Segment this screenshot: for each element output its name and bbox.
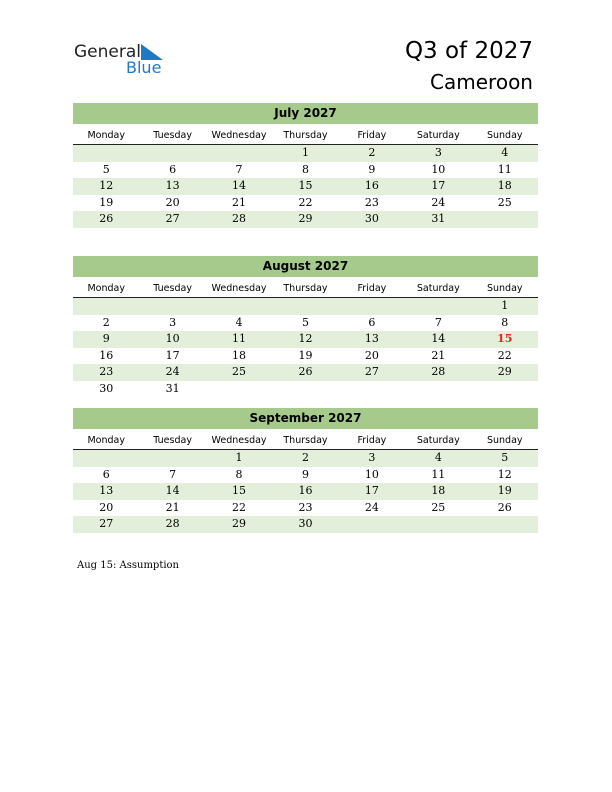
day-cell: 22 bbox=[232, 500, 247, 514]
day-cell: 1 bbox=[501, 299, 509, 312]
week-row bbox=[73, 178, 538, 195]
holiday-note: Aug 15: Assumption bbox=[77, 560, 180, 571]
day-cell: 25 bbox=[232, 365, 247, 378]
day-cell: 25 bbox=[431, 500, 446, 514]
country-name: Cameroon bbox=[430, 70, 533, 94]
week-row bbox=[73, 315, 538, 332]
week-row bbox=[73, 348, 538, 365]
week-row bbox=[73, 500, 538, 517]
day-cell bbox=[405, 298, 471, 315]
day-cell: 29 bbox=[298, 212, 313, 225]
day-cell: 19 bbox=[99, 195, 114, 209]
month-calendar-july bbox=[73, 103, 538, 228]
day-cell: 16 bbox=[298, 484, 313, 497]
week-row bbox=[73, 331, 538, 348]
day-cell: 2 bbox=[301, 451, 309, 464]
day-cell: 10 bbox=[165, 332, 180, 345]
day-cell: 29 bbox=[232, 517, 247, 530]
week-row bbox=[73, 450, 538, 467]
day-cell: 12 bbox=[99, 179, 114, 192]
day-cell bbox=[339, 298, 405, 315]
day-cell bbox=[405, 381, 471, 398]
week-row bbox=[73, 195, 538, 212]
day-cell: 24 bbox=[431, 195, 446, 209]
day-cell bbox=[139, 450, 205, 467]
day-cell: 14 bbox=[232, 179, 247, 192]
day-cell: 26 bbox=[497, 500, 512, 514]
day-cell: 16 bbox=[99, 348, 114, 362]
weeks-container bbox=[73, 298, 538, 397]
day-cell bbox=[139, 298, 205, 315]
day-cell: 21 bbox=[431, 348, 446, 362]
weekday-label: Monday bbox=[87, 435, 125, 446]
day-cell: 17 bbox=[364, 484, 379, 497]
day-cell: 18 bbox=[497, 179, 512, 192]
day-cell: 14 bbox=[431, 332, 446, 345]
day-cell bbox=[339, 516, 405, 533]
day-cell: 20 bbox=[165, 195, 180, 209]
day-cell: 27 bbox=[165, 212, 180, 225]
day-cell: 15 bbox=[232, 484, 247, 497]
day-cell: 10 bbox=[364, 467, 379, 481]
weekday-label: Saturday bbox=[416, 435, 460, 446]
weekday-label: Wednesday bbox=[211, 283, 267, 294]
day-cell bbox=[272, 298, 338, 315]
day-cell: 27 bbox=[364, 365, 379, 378]
day-cell: 30 bbox=[298, 517, 313, 530]
day-cell: 31 bbox=[431, 212, 446, 225]
day-cell: 7 bbox=[169, 467, 177, 481]
weekday-label: Friday bbox=[357, 283, 387, 294]
month-calendar-august bbox=[73, 256, 538, 397]
day-cell: 23 bbox=[298, 500, 313, 514]
weekday-label: Sunday bbox=[486, 435, 523, 446]
day-cell: 31 bbox=[165, 381, 180, 395]
day-cell: 2 bbox=[102, 315, 110, 329]
weekday-label: Saturday bbox=[416, 283, 460, 294]
day-cell: 8 bbox=[501, 315, 509, 329]
weeks-container bbox=[73, 450, 538, 533]
weeks-container bbox=[73, 145, 538, 228]
week-row bbox=[73, 364, 538, 381]
day-cell: 26 bbox=[298, 365, 313, 378]
day-cell bbox=[206, 381, 272, 398]
day-cell: 3 bbox=[368, 451, 376, 464]
day-cell: 30 bbox=[99, 381, 114, 395]
day-cell bbox=[472, 516, 538, 533]
day-cell: 5 bbox=[501, 451, 509, 464]
week-row bbox=[73, 483, 538, 500]
day-cell: 2 bbox=[368, 146, 376, 159]
weekday-header-row bbox=[73, 127, 538, 145]
week-row bbox=[73, 211, 538, 228]
day-cell: 28 bbox=[232, 212, 247, 225]
day-cell bbox=[472, 211, 538, 228]
day-cell: 6 bbox=[169, 162, 177, 176]
day-cell: 9 bbox=[102, 332, 110, 345]
weekday-label: Tuesday bbox=[153, 283, 192, 294]
day-cell bbox=[272, 381, 338, 398]
day-cell: 11 bbox=[497, 162, 512, 176]
day-cell: 21 bbox=[165, 500, 180, 514]
day-cell: 5 bbox=[102, 162, 110, 176]
day-cell: 29 bbox=[497, 365, 512, 378]
weekday-label: Monday bbox=[87, 130, 125, 141]
weekday-label: Friday bbox=[357, 130, 387, 141]
day-cell: 13 bbox=[165, 179, 180, 192]
month-title: July 2027 bbox=[73, 103, 538, 124]
weekday-label: Wednesday bbox=[211, 130, 267, 141]
weekday-label: Sunday bbox=[486, 283, 523, 294]
day-cell: 4 bbox=[434, 451, 442, 464]
day-cell: 3 bbox=[434, 146, 442, 159]
day-cell: 21 bbox=[232, 195, 247, 209]
day-cell bbox=[206, 145, 272, 162]
day-cell: 23 bbox=[364, 195, 379, 209]
week-row bbox=[73, 298, 538, 315]
day-cell: 1 bbox=[235, 451, 243, 464]
day-cell: 1 bbox=[301, 146, 309, 159]
weekday-label: Thursday bbox=[283, 435, 328, 446]
weekday-label: Sunday bbox=[486, 130, 523, 141]
day-cell: 11 bbox=[232, 332, 247, 345]
day-cell: 24 bbox=[165, 365, 180, 378]
day-cell: 7 bbox=[434, 315, 442, 329]
day-cell: 19 bbox=[497, 484, 512, 497]
day-cell: 28 bbox=[431, 365, 446, 378]
day-cell bbox=[339, 381, 405, 398]
day-cell bbox=[73, 450, 139, 467]
day-cell: 10 bbox=[431, 162, 446, 176]
week-row bbox=[73, 516, 538, 533]
day-cell: 23 bbox=[99, 365, 114, 378]
day-cell bbox=[472, 381, 538, 398]
day-cell: 3 bbox=[169, 315, 177, 329]
day-cell: 30 bbox=[364, 212, 379, 225]
day-cell: 12 bbox=[497, 467, 512, 481]
day-cell: 9 bbox=[368, 162, 376, 176]
week-row bbox=[73, 381, 538, 398]
day-cell: 8 bbox=[235, 467, 243, 481]
weekday-label: Tuesday bbox=[153, 435, 192, 446]
week-row bbox=[73, 162, 538, 179]
day-cell: 18 bbox=[232, 348, 247, 362]
day-cell: 22 bbox=[497, 348, 512, 362]
day-cell: 20 bbox=[364, 348, 379, 362]
day-cell: 28 bbox=[165, 517, 180, 530]
day-cell: 19 bbox=[298, 348, 313, 362]
day-cell: 6 bbox=[102, 467, 110, 481]
day-cell: 18 bbox=[431, 484, 446, 497]
day-cell: 6 bbox=[368, 315, 376, 329]
day-cell bbox=[73, 298, 139, 315]
week-row bbox=[73, 145, 538, 162]
day-cell: 20 bbox=[99, 500, 114, 514]
day-cell: 4 bbox=[235, 315, 243, 329]
day-cell: 5 bbox=[301, 315, 309, 329]
weekday-label: Thursday bbox=[283, 283, 328, 294]
day-cell: 14 bbox=[165, 484, 180, 497]
day-cell bbox=[206, 298, 272, 315]
day-cell: 11 bbox=[431, 467, 446, 481]
day-cell: 13 bbox=[99, 484, 114, 497]
weekday-label: Saturday bbox=[416, 130, 460, 141]
day-cell: 22 bbox=[298, 195, 313, 209]
day-cell: 8 bbox=[301, 162, 309, 176]
generalblue-logo bbox=[74, 42, 184, 78]
weekday-label: Tuesday bbox=[153, 130, 192, 141]
page-title: Q3 of 2027 bbox=[404, 38, 533, 64]
day-cell: 25 bbox=[497, 195, 512, 209]
month-title: August 2027 bbox=[73, 256, 538, 277]
day-cell: 12 bbox=[298, 332, 313, 345]
day-cell: 17 bbox=[431, 179, 446, 192]
day-cell bbox=[73, 145, 139, 162]
day-cell: 17 bbox=[165, 348, 180, 362]
day-cell: 7 bbox=[235, 162, 243, 176]
logo-word-blue: Blue bbox=[126, 58, 162, 77]
month-title: September 2027 bbox=[73, 408, 538, 429]
day-cell: 4 bbox=[501, 146, 509, 159]
day-cell: 27 bbox=[99, 517, 114, 530]
day-cell bbox=[405, 516, 471, 533]
day-cell bbox=[139, 145, 205, 162]
weekday-label: Monday bbox=[87, 283, 125, 294]
day-cell: 9 bbox=[301, 467, 309, 481]
weekday-label: Friday bbox=[357, 435, 387, 446]
month-calendar-september bbox=[73, 408, 538, 533]
week-row bbox=[73, 467, 538, 484]
day-cell: 24 bbox=[364, 500, 379, 514]
day-cell: 15 bbox=[497, 332, 513, 345]
weekday-label: Thursday bbox=[283, 130, 328, 141]
weekday-header-row bbox=[73, 280, 538, 298]
day-cell: 15 bbox=[298, 179, 313, 192]
weekday-header-row bbox=[73, 432, 538, 450]
day-cell: 16 bbox=[364, 179, 379, 192]
weekday-label: Wednesday bbox=[211, 435, 267, 446]
day-cell: 26 bbox=[99, 212, 114, 225]
day-cell: 13 bbox=[364, 332, 379, 345]
logo-word-general: General bbox=[74, 42, 141, 62]
